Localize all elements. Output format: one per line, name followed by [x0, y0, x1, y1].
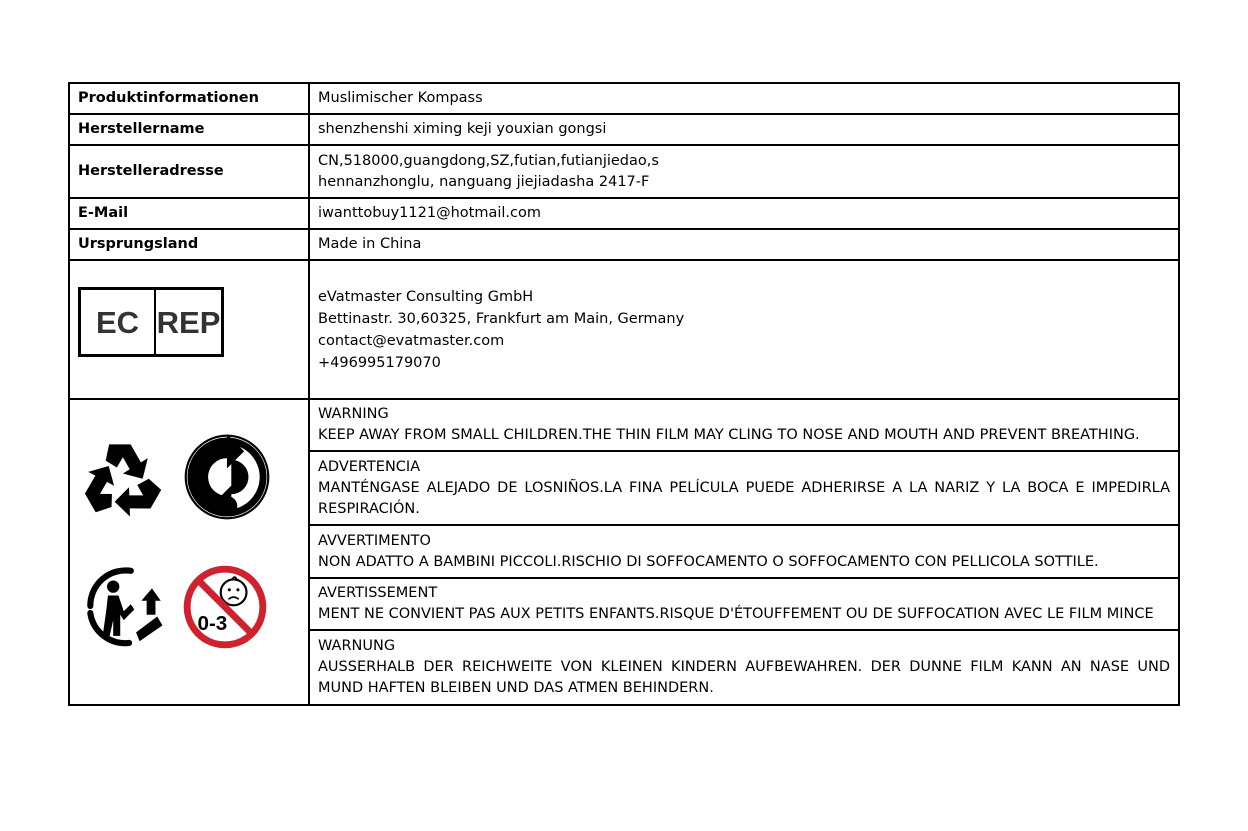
ec-rep-details [309, 260, 1179, 399]
tidyman-icon [78, 562, 166, 650]
ec-rep-logo [78, 287, 224, 357]
value-email: iwanttobuy1121@hotmail.com [309, 198, 1179, 229]
label-product-info: Produktinformationen [69, 83, 309, 114]
address-line-1: CN,518000,guangdong,SZ,futian,futianjiedao,s [318, 152, 659, 169]
ec-rep-company: eVatmaster Consulting GmbH [318, 288, 534, 305]
warning-en [309, 399, 1179, 451]
table-row [69, 229, 1179, 260]
label-country-of-origin: Ursprungsland [69, 229, 309, 260]
ec-rep-logo-cell [69, 260, 309, 399]
warning-es-text: MANTÉNGASE ALEJADO DE LOSNIÑOS.LA FINA PELÍCULA PUEDE ADHERIRSE A LA NARIZ Y LA BOCA E IMPEDIRLA RESPIRACIÓN. [318, 479, 1170, 517]
table-row [69, 114, 1179, 145]
value-manufacturer-address [309, 145, 1179, 198]
warning-en-title: WARNING [318, 406, 389, 422]
warning-de-title: WARNUNG [318, 638, 396, 654]
value-product-name: Muslimischer Kompass [309, 83, 1179, 114]
warning-fr-text: MENT NE CONVIENT PAS AUX PETITS ENFANTS.RISQUE D'ÉTOUFFEMENT OU DE SUFFOCATION AVEC LE FILM MINCE [318, 606, 1154, 622]
warning-it [309, 525, 1179, 578]
ec-rep-logo-right: REP [156, 304, 221, 340]
warning-it-text: NON ADATTO A BAMBINI PICCOLI.RISCHIO DI SOFFOCAMENTO O SOFFOCAMENTO CON PELLICOLA SOTTILE. [318, 553, 1099, 570]
value-country-of-origin: Made in China [309, 229, 1179, 260]
ec-rep-phone: +496995179070 [318, 354, 441, 371]
warning-it-title: AVVERTIMENTO [318, 532, 431, 549]
warning-de [309, 630, 1179, 705]
warning-es-title: ADVERTENCIA [318, 458, 421, 475]
green-dot-icon [184, 434, 270, 520]
label-manufacturer-address: Herstelleradresse [69, 145, 309, 198]
table-row [69, 198, 1179, 229]
table-row [69, 399, 1179, 451]
warning-en-text: KEEP AWAY FROM SMALL CHILDREN.THE THIN FILM MAY CLING TO NOSE AND MOUTH AND PREVENT BREATHING. [318, 427, 1140, 443]
table-row [69, 145, 1179, 198]
table-row [69, 83, 1179, 114]
warning-fr [309, 578, 1179, 630]
ec-rep-logo-left: EC [81, 290, 156, 354]
age-label: 0-3 [197, 612, 228, 636]
warning-es [309, 451, 1179, 525]
recycle-icon [78, 434, 166, 520]
label-email: E-Mail [69, 198, 309, 229]
table-row [69, 260, 1179, 399]
warning-de-text: AUSSERHALB DER REICHWEITE VON KLEINEN KINDERN AUFBEWAHREN. DER DUNNE FILM KANN AN NASE UND MUND HAFTEN BLEIBEN UND DAS ATMEN BEHINDERN. [318, 659, 1170, 696]
ec-rep-email: contact@evatmaster.com [318, 332, 505, 349]
not-for-under-3-icon [182, 564, 268, 650]
warning-fr-title: AVERTISSEMENT [318, 585, 438, 601]
value-manufacturer-name: shenzhenshi ximing keji youxian gongsi [309, 114, 1179, 145]
symbols-grid [70, 400, 292, 700]
ec-rep-address: Bettinastr. 30,60325, Frankfurt am Main, Germany [318, 310, 685, 327]
address-line-2: hennanzhonglu, nanguang jiejiadasha 2417-F [318, 173, 650, 190]
label-manufacturer-name: Herstellername [69, 114, 309, 145]
product-info-table [68, 82, 1180, 706]
symbols-cell [69, 399, 309, 705]
